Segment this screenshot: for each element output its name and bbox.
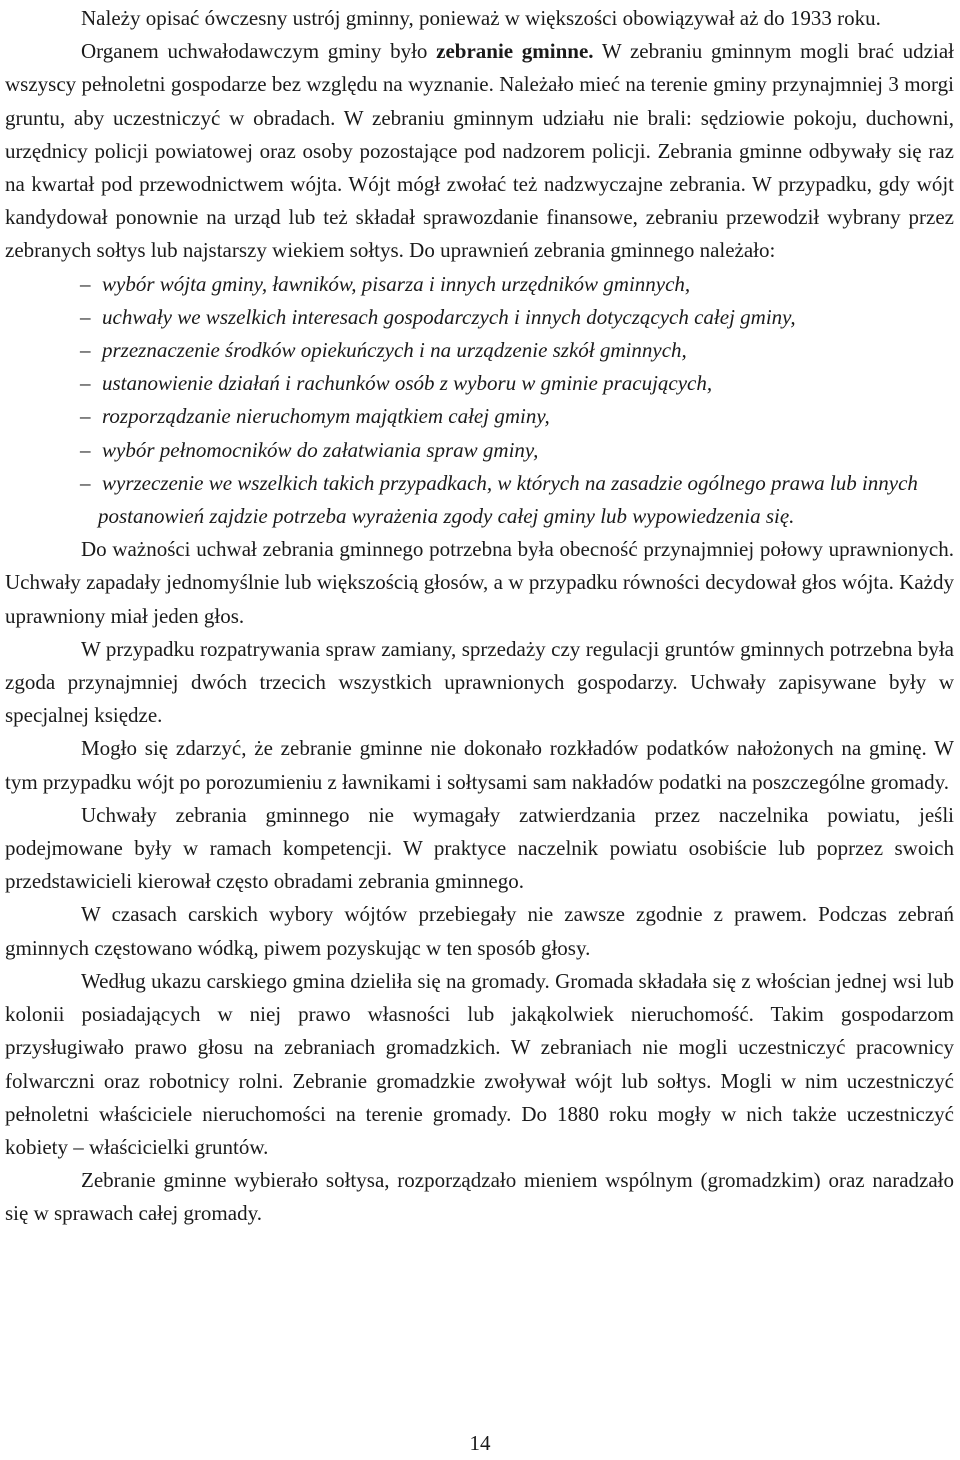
paragraph-organ-post: W zebraniu gminnym mogli brać udział wszyscy pełnoletni gospodarze bez względu na wyznanie. Należało mieć na terenie gminy przynajmniej 3 morgi gruntu, aby uczestniczyć w obradach. W zebraniu gminnym udziału nie brali: sędziowie pokoju, duchowni, urzędnicy policji powiatowej oraz osoby pozostające pod nadzorem policji. Zebrania gminne odbywały się raz na kwartał pod przewodnictwem wójta. Wójt mógł zwołać też nadzwyczajne zebrania. W przypadku, gdy wójt kandydował ponownie na urząd lub też składał sprawozdanie finansowe, zebraniu przewodził wybrany przez zebranych sołtys lub najstarszy wiekiem sołtys. Do uprawnień zebrania gminnego należało: <box>5 39 954 263</box>
paragraph-approval: Uchwały zebrania gminnego nie wymagały zatwierdzania przez naczelnika powiatu, jeśli podejmowane były w ramach kompetencji. W praktyce naczelnik powiatu osobiście lub poprzez swoich przedstawicieli kierował często obradami zebrania gminnego. <box>5 802 954 894</box>
list-item <box>5 334 954 367</box>
list-dash: – <box>80 437 91 462</box>
list-dash: – <box>80 304 91 329</box>
paragraph-villages: Według ukazu carskiego gmina dzieliła się na gromady. Gromada składała się z włościan jednej wsi lub kolonii posiadających w niej prawo własności lub jakąkolwiek nieruchomość. Takim gospodarzom przysługiwało prawo głosu na zebraniach gromadzkich. W zebraniach nie mogli uczestniczyć pracownicy folwarczni oraz robotnicy rolni. Zebranie gromadzkie zwoływał wójt lub sołtys. Mogli w nim uczestniczyć pełnoletni właściciele nieruchomości na terenie gromady. Do 1880 roku mogły w nich także uczestniczyć kobiety – właścicielki gruntów. <box>5 968 954 1159</box>
paragraph-organ <box>5 35 954 267</box>
list-item <box>5 467 954 533</box>
list-dash: – <box>80 404 91 429</box>
list-dash: – <box>80 338 91 363</box>
list-item-text: rozporządzanie nieruchomym majątkiem całej gminy, <box>102 404 550 429</box>
list-dash: – <box>80 371 91 396</box>
list-item-text: ustanowienie działań i rachunków osób z wyboru w gminie pracujących, <box>102 371 713 396</box>
list-item-text: przeznaczenie środków opiekuńczych i na urządzenie szkół gminnych, <box>102 338 687 363</box>
list-item-text: uchwały we wszelkich interesach gospodarczych i innych dotyczących całej gminy, <box>102 304 796 329</box>
list-item-text: wybór wójta gminy, ławników, pisarza i innych urzędników gminnych, <box>102 271 691 296</box>
paragraph-elections: W czasach carskich wybory wójtów przebiegały nie zawsze zgodnie z prawem. Podczas zebrań gminnych częstowano wódką, piwem pozyskując w ten sposób głosy. <box>5 902 954 960</box>
paragraph-soltys: Zebranie gminne wybierało sołtysa, rozporządzało mieniem wspólnym (gromadzkim) oraz naradzało się w sprawach całej gromady. <box>5 1168 954 1226</box>
list-item <box>5 301 954 334</box>
paragraph-organ-pre: Organem uchwałodawczym gminy było <box>81 39 437 64</box>
paragraph-organ-bold: zebranie gminne. <box>436 39 594 64</box>
paragraph-validity: Do ważności uchwał zebrania gminnego potrzebna była obecność przynajmniej połowy uprawnionych. Uchwały zapadały jednomyślnie lub większością głosów, a w przypadku równości decydował głos wójta. Każdy uprawniony miał jeden głos. <box>5 537 954 628</box>
powers-list <box>5 268 954 534</box>
list-dash: – <box>80 271 91 296</box>
list-item-text: wybór pełnomocników do załatwiania spraw gminy, <box>102 437 539 462</box>
page-number: 14 <box>469 1431 491 1455</box>
list-dash: – <box>80 470 91 495</box>
list-item <box>5 400 954 433</box>
paragraph-land: W przypadku rozpatrywania spraw zamiany, sprzedaży czy regulacji gruntów gminnych potrzebna była zgoda przynajmniej dwóch trzecich wszystkich uprawnionych gospodarzy. Uchwały zapisywane były w specjalnej księdze. <box>5 636 954 728</box>
list-item <box>5 367 954 400</box>
list-item <box>5 434 954 467</box>
paragraph-intro: Należy opisać ówczesny ustrój gminny, ponieważ w większości obowiązywał aż do 1933 roku. <box>81 6 881 30</box>
list-item <box>5 268 954 301</box>
list-item-text: wyrzeczenie we wszelkich takich przypadkach, w których na zasadzie ogólnego prawa lub innych postanowień zajdzie potrzeba wyrażenia zgody całej gminy lub wypowiedzenia się. <box>98 470 918 529</box>
paragraph-taxes: Mogło się zdarzyć, że zebranie gminne nie dokonało rozkładów podatków nałożonych na gminę. W tym przypadku wójt po porozumieniu z ławnikami i sołtysami sam nakładów podatki na poszczególne gromady. <box>5 736 954 794</box>
